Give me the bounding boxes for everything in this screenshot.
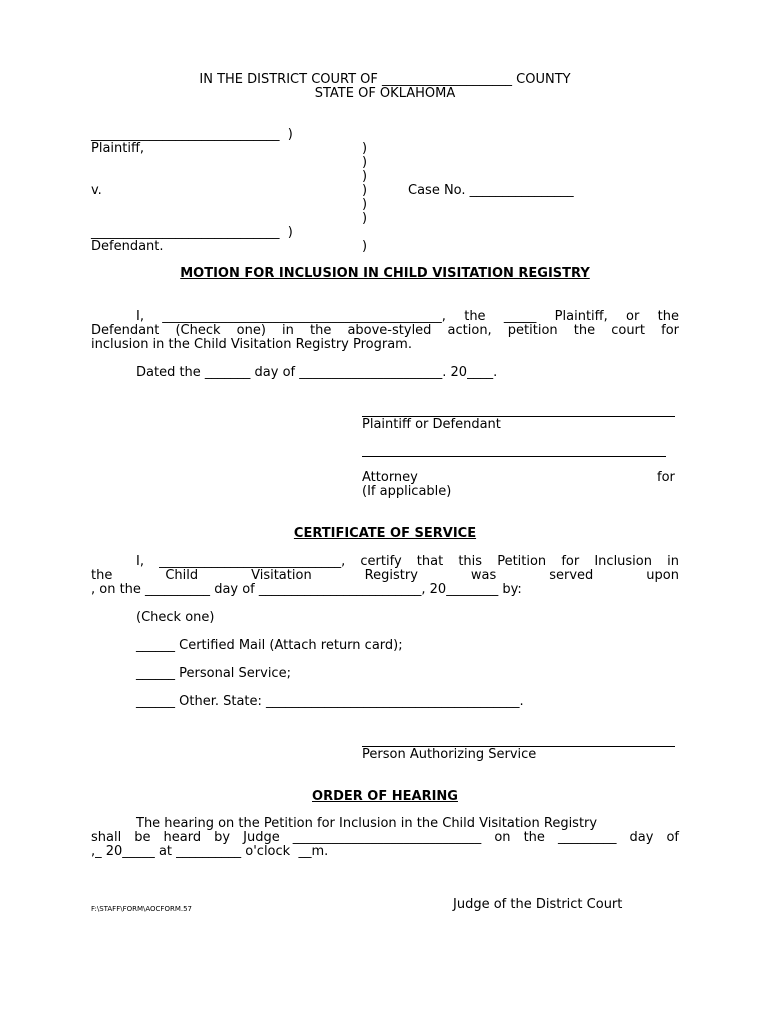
order-line1: The hearing on the Petition for Inclusion in the Child Visitation Registry (136, 816, 598, 831)
certificate-word: served (549, 568, 594, 583)
motion-paragraph-line1: I, ___________________________________________, the _____ Plaintiff, or the (136, 309, 679, 324)
caption-paren: ) (362, 183, 368, 198)
plaintiff-label: Plaintiff, (91, 141, 145, 156)
court-header-line2: STATE OF OKLAHOMA (314, 86, 456, 101)
certificate-word: Child (165, 568, 199, 583)
attorney-signature-line (362, 456, 666, 457)
case-number-field: Case No. ________________ (408, 183, 574, 198)
defendant-name-blank: _____________________________ ) (91, 225, 293, 240)
versus-label: v. (91, 183, 102, 198)
option-other: ______ Other. State: _______________________________________. (136, 694, 524, 709)
option-certified-mail: ______ Certified Mail (Attach return card); (136, 638, 403, 653)
certificate-line1: I, ____________________________, certify that this Petition for Inclusion in (136, 554, 679, 569)
certificate-word: was (470, 568, 497, 583)
caption-paren: ) (362, 141, 368, 156)
option-personal-service: ______ Personal Service; (136, 666, 291, 681)
attorney-for-label: for (657, 470, 675, 485)
certificate-word: Visitation (251, 568, 312, 583)
caption-paren: ) (362, 211, 368, 226)
if-applicable-label: (If applicable) (362, 484, 452, 499)
order-title: ORDER OF HEARING (312, 789, 458, 804)
certificate-word: Registry (364, 568, 418, 583)
order-line3: ,_ 20_____ at __________ o'clock __m. (91, 844, 329, 859)
form-code: F:\STAFF\FORM\AOCFORM.57 (91, 905, 193, 913)
caption-paren: ) (362, 169, 368, 184)
motion-paragraph-line3: inclusion in the Child Visitation Registry Program. (91, 337, 412, 352)
certificate-line3: , on the __________ day of _________________________, 20________ by: (91, 582, 522, 597)
caption-paren: ) (362, 197, 368, 212)
judge-signature-label: Judge of the District Court (453, 897, 623, 912)
person-authorizing-label: Person Authorizing Service (362, 747, 537, 762)
defendant-label: Defendant. (91, 239, 164, 254)
motion-paragraph-line2: Defendant (Check one) in the above-styled action, petition the court for (91, 323, 679, 338)
court-header-line1: IN THE DISTRICT COURT OF ____________________ COUNTY (199, 72, 571, 87)
certificate-word: upon (646, 568, 679, 583)
motion-title: MOTION FOR INCLUSION IN CHILD VISITATION REGISTRY (180, 266, 590, 281)
plaintiff-name-blank: _____________________________ ) (91, 127, 293, 142)
caption-paren: ) (362, 239, 368, 254)
attorney-label: Attorney (362, 470, 418, 485)
dated-line: Dated the _______ day of ______________________. 20____. (136, 365, 498, 380)
check-one-label: (Check one) (136, 610, 215, 625)
caption-paren: ) (362, 155, 368, 170)
plaintiff-or-defendant-label: Plaintiff or Defendant (362, 417, 501, 432)
certificate-word: the (91, 568, 113, 583)
order-line2: shall be heard by Judge _____________________________ on the _________ day of (91, 830, 679, 845)
certificate-line2 (91, 569, 679, 583)
certificate-title: CERTIFICATE OF SERVICE (293, 526, 477, 541)
